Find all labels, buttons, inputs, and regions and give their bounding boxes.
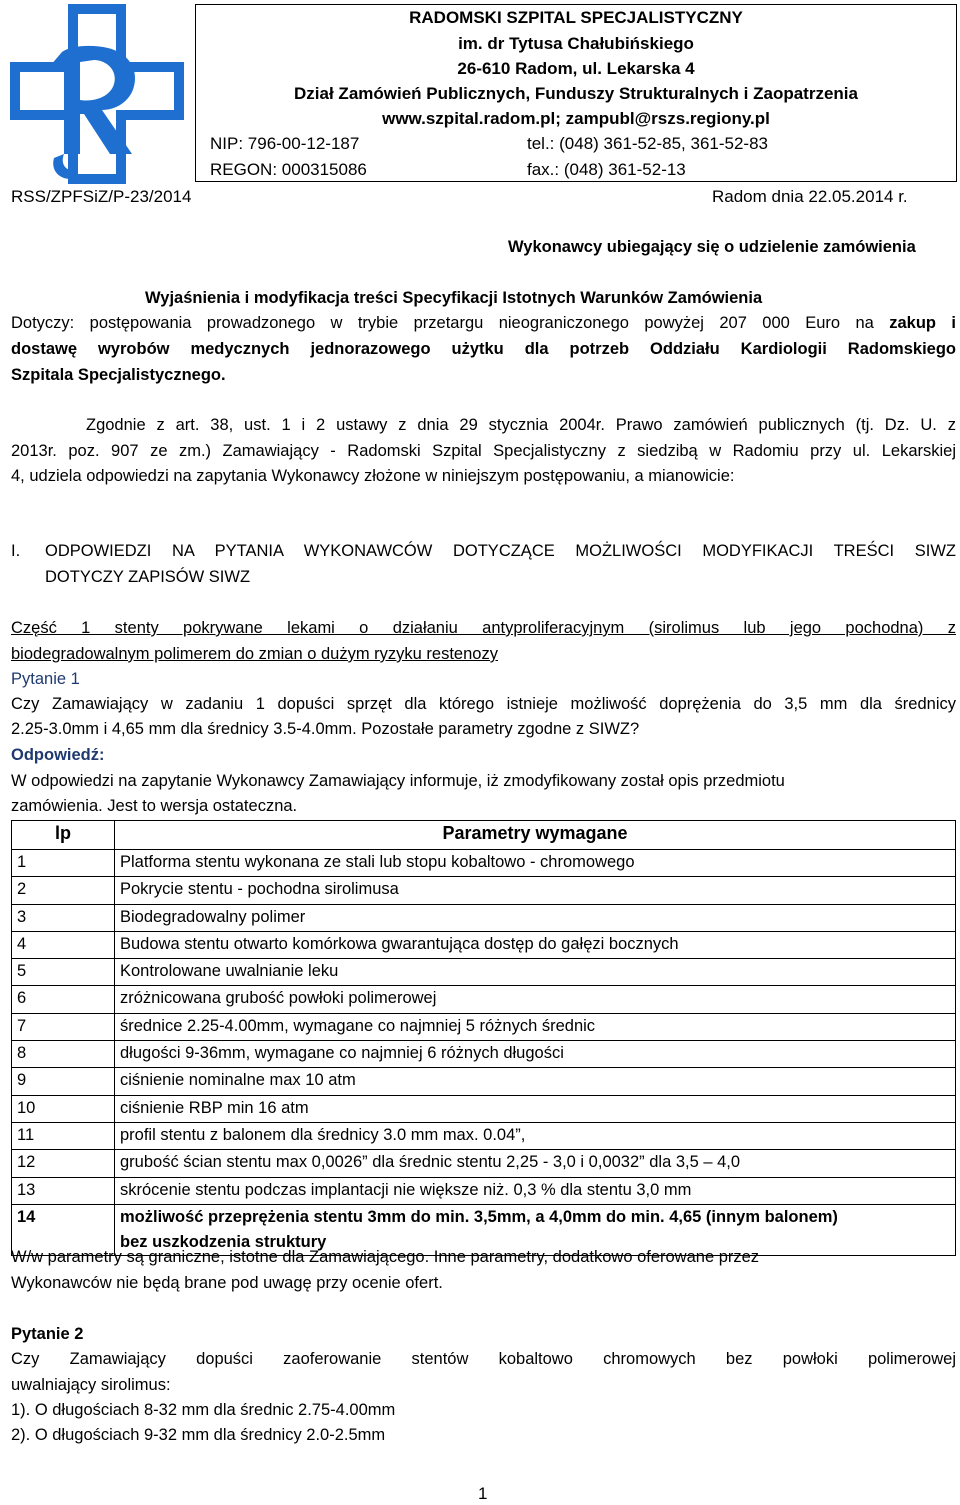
- row-number: 2: [12, 877, 115, 904]
- table-row: [12, 904, 956, 931]
- row-number: 9: [12, 1068, 115, 1095]
- table-row: [12, 1122, 956, 1149]
- nip: NIP: 796-00-12-187: [210, 134, 360, 153]
- question-2-item-2: 2). O długościach 9-32 mm dla średnicy 2.0-2.5mm: [11, 1426, 386, 1444]
- part-1-heading-line-1: Część 1 stenty pokrywane lekami o działaniu antyproliferacyjnym (sirolimus lub jego pochodna) z: [11, 619, 956, 637]
- table-row: [12, 1041, 956, 1068]
- question-1-label: Pytanie 1: [11, 670, 80, 688]
- addressee: Wykonawcy ubiegający się o udzielenie zamówienia: [508, 238, 916, 256]
- row-parameter: skrócenie stentu podczas implantacji nie większe niż. 0,3 % dla stentu 3,0 mm: [115, 1177, 956, 1204]
- row-number: 12: [12, 1150, 115, 1177]
- row-parameter: Platforma stentu wykonana ze stali lub stopu kobaltowo - chromowego: [115, 850, 956, 877]
- section-number: I.: [11, 542, 21, 560]
- question-2-line-1: Czy Zamawiający dopuści zaoferowanie stentów kobaltowo chromowych bez powłoki polimerowej: [11, 1350, 956, 1368]
- section-heading-line-1: ODPOWIEDZI NA PYTANIA WYKONAWCÓW DOTYCZĄCE MOŻLIWOŚCI MODYFIKACJI TREŚCI SIWZ: [45, 542, 956, 560]
- row-parameter: grubość ścian stentu max 0,0026” dla średnic stentu 2,25 - 3,0 i 0,0032” dla 3,5 – 4,0: [115, 1150, 956, 1177]
- column-header-parameters: Parametry wymagane: [115, 821, 956, 850]
- row-parameter-line-2: bez uszkodzenia struktury: [120, 1232, 327, 1251]
- row-number: 7: [12, 1013, 115, 1040]
- intro-line-3: 4, udziela odpowiedzi na zapytania Wykonawcy złożone w niniejszym postępowaniu, a mianowicie:: [11, 467, 735, 485]
- question-1-line-1: Czy Zamawiający w zadaniu 1 dopuści sprzęt dla którego istnieje możliwość doprężenia do 3,5 mm dla średnicy: [11, 695, 956, 713]
- row-number: 6: [12, 986, 115, 1013]
- table-row: [12, 1177, 956, 1204]
- row-number: 10: [12, 1095, 115, 1122]
- answer-label: Odpowiedź:: [11, 746, 105, 764]
- answer-line-1: W odpowiedzi na zapytanie Wykonawcy Zamawiający informuje, iż zmodyfikowany został opis przedmiotu: [11, 772, 785, 790]
- row-parameter: Biodegradowalny polimer: [115, 904, 956, 931]
- intro-line-2: 2013r. poz. 907 ze zm.) Zamawiający - Radomski Szpital Specjalistyczny z siedzibą w Radomiu przy ul. Lekarskiej: [11, 442, 956, 460]
- regon: REGON: 000315086: [210, 160, 367, 179]
- page-number: 1: [478, 1484, 488, 1503]
- hospital-web-email: www.szpital.radom.pl; zampubl@rszs.regiony.pl: [382, 109, 770, 128]
- subject-line-3: Szpitala Specjalistycznego.: [11, 366, 226, 384]
- table-header-row: [12, 821, 956, 850]
- section-heading-line-2: DOTYCZY ZAPISÓW SIWZ: [45, 568, 251, 586]
- row-parameter: Budowa stentu otwarto komórkowa gwarantująca dostęp do gałęzi bocznych: [115, 931, 956, 958]
- hospital-logo: [10, 4, 184, 184]
- row-parameter: ciśnienie nominalne max 10 atm: [115, 1068, 956, 1095]
- row-number: 3: [12, 904, 115, 931]
- subject-line-1: Dotyczy: postępowania prowadzonego w trybie przetargu nieograniczonego powyżej 207 000 Euro na zakup i: [11, 314, 956, 332]
- row-parameter: Kontrolowane uwalnianie leku: [115, 959, 956, 986]
- answer-line-2: zamówienia. Jest to wersja ostateczna.: [11, 797, 298, 815]
- row-parameter: długości 9-36mm, wymagane co najmniej 6 różnych długości: [115, 1041, 956, 1068]
- row-number: 13: [12, 1177, 115, 1204]
- table-row: [12, 1013, 956, 1040]
- question-2-line-2: uwalniający sirolimus:: [11, 1376, 171, 1394]
- table-row: [12, 1150, 956, 1177]
- row-number: 1: [12, 850, 115, 877]
- row-number: 14: [12, 1204, 115, 1255]
- table-row: [12, 850, 956, 877]
- row-parameter: Pokrycie stentu - pochodna sirolimusa: [115, 877, 956, 904]
- column-header-lp: lp: [12, 821, 115, 850]
- row-number: 8: [12, 1041, 115, 1068]
- table-row: [12, 1068, 956, 1095]
- hospital-department: Dział Zamówień Publicznych, Funduszy Strukturalnych i Zaopatrzenia: [294, 84, 858, 103]
- question-2-label: Pytanie 2: [11, 1325, 84, 1343]
- hospital-patron: im. dr Tytusa Chałubińskiego: [458, 34, 694, 53]
- subject-line-2: dostawę wyrobów medycznych jednorazowego użytku dla potrzeb Oddziału Kardiologii Radomskiego: [11, 340, 956, 358]
- note-line-1: W/w parametry są graniczne, istotne dla Zamawiającego. Inne parametry, dodatkowo oferowane przez: [11, 1248, 760, 1266]
- table-row: [12, 1095, 956, 1122]
- row-number: 11: [12, 1122, 115, 1149]
- reference-number: RSS/ZPFSiZ/P-23/2014: [11, 187, 192, 206]
- note-line-2: Wykonawców nie będą brane pod uwagę przy ocenie ofert.: [11, 1274, 443, 1292]
- table-row: [12, 877, 956, 904]
- row-parameter: ciśnienie RBP min 16 atm: [115, 1095, 956, 1122]
- fax: fax.: (048) 361-52-13: [527, 160, 686, 179]
- row-parameter: zróżnicowana grubość powłoki polimerowej: [115, 986, 956, 1013]
- phone: tel.: (048) 361-52-85, 361-52-83: [527, 134, 768, 153]
- document-date: Radom dnia 22.05.2014 r.: [712, 187, 908, 206]
- table-row: [12, 986, 956, 1013]
- row-parameter: profil stentu z balonem dla średnicy 3.0 mm max. 0.04”,: [115, 1122, 956, 1149]
- document-title: Wyjaśnienia i modyfikacja treści Specyfikacji Istotnych Warunków Zamówienia: [145, 289, 763, 307]
- table-row: [12, 931, 956, 958]
- row-number: 5: [12, 959, 115, 986]
- parameters-table-body: [12, 850, 956, 1205]
- intro-line-1: Zgodnie z art. 38, ust. 1 i 2 ustawy z dnia 29 stycznia 2004r. Prawo zamówień publicznych (tj. Dz. U. z: [86, 416, 956, 434]
- question-2-item-1: 1). O długościach 8-32 mm dla średnic 2.75-4.00mm: [11, 1401, 396, 1419]
- row-parameter-line-1: możliwość przeprężenia stentu 3mm do min. 3,5mm, a 4,0mm do min. 4,65 (innym balonem): [120, 1207, 838, 1226]
- hospital-name: RADOMSKI SZPITAL SPECJALISTYCZNY: [409, 8, 743, 27]
- hospital-address: 26-610 Radom, ul. Lekarska 4: [457, 59, 695, 78]
- row-parameter: średnice 2.25-4.00mm, wymagane co najmniej 5 różnych średnic: [115, 1013, 956, 1040]
- question-1-line-2: 2.25-3.0mm i 4,65 mm dla średnicy 3.5-4.0mm. Pozostałe parametry zgodne z SIWZ?: [11, 720, 640, 738]
- row-number: 4: [12, 931, 115, 958]
- parameters-table: [11, 820, 956, 1256]
- part-1-heading-line-2: biodegradowalnym polimerem do zmian o dużym ryzyku restenozy: [11, 645, 498, 663]
- table-row: [12, 959, 956, 986]
